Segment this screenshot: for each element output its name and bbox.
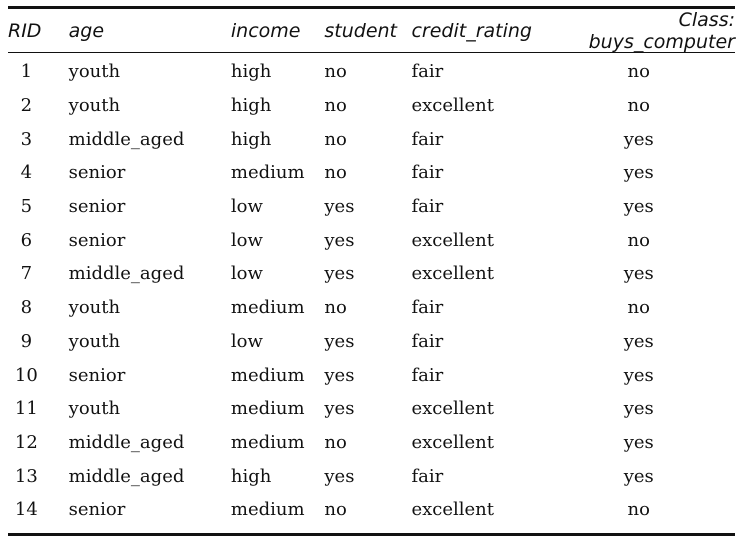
cell-age: middle_aged xyxy=(68,263,185,285)
cell-age: senior xyxy=(68,499,126,521)
table-body xyxy=(8,53,735,533)
cell-student: yes xyxy=(324,196,355,218)
header-age: age xyxy=(68,19,105,42)
cell-income: medium xyxy=(230,398,305,420)
cell-student: yes xyxy=(324,229,355,251)
cell-student: no xyxy=(324,499,347,521)
cell-age: youth xyxy=(68,398,121,420)
cell-rid: 13 xyxy=(14,465,38,487)
cell-age: youth xyxy=(68,95,121,117)
cell-student: no xyxy=(324,95,347,117)
cell-student: no xyxy=(324,128,347,150)
header-income: income xyxy=(230,19,301,42)
cell-student: yes xyxy=(324,465,355,487)
cell-age: senior xyxy=(68,229,126,251)
table-row xyxy=(8,325,735,359)
cell-age: youth xyxy=(68,61,121,83)
cell-income: low xyxy=(230,196,263,218)
table-row xyxy=(8,291,735,325)
cell-income: high xyxy=(230,61,272,83)
cell-rid: 12 xyxy=(14,431,38,453)
cell-rid: 7 xyxy=(20,263,33,285)
cell-student: yes xyxy=(324,330,355,352)
table-row xyxy=(8,122,735,156)
table-row xyxy=(8,55,735,89)
cell-income: high xyxy=(230,128,272,150)
cell-age: senior xyxy=(68,364,126,386)
cell-class: no xyxy=(627,229,650,251)
cell-class: no xyxy=(627,95,650,117)
cell-rid: 8 xyxy=(20,297,33,319)
cell-class: no xyxy=(627,297,650,319)
cell-age: middle_aged xyxy=(68,128,185,150)
header-class: Class: buys_computer xyxy=(588,8,735,53)
cell-income: high xyxy=(230,465,272,487)
table-row xyxy=(8,493,735,527)
cell-student: yes xyxy=(324,364,355,386)
cell-rid: 6 xyxy=(20,229,33,251)
header-rid: RID xyxy=(8,19,42,42)
cell-credit-rating: excellent xyxy=(411,95,494,117)
cell-rid: 5 xyxy=(20,196,33,218)
cell-rid: 14 xyxy=(14,499,38,521)
cell-rid: 11 xyxy=(14,398,38,420)
cell-credit-rating: fair xyxy=(411,297,444,319)
cell-credit-rating: excellent xyxy=(411,263,494,285)
cell-credit-rating: excellent xyxy=(411,499,494,521)
cell-income: medium xyxy=(230,162,305,184)
cell-credit-rating: fair xyxy=(411,330,444,352)
table-row xyxy=(8,190,735,224)
cell-class: no xyxy=(627,61,650,83)
cell-age: senior xyxy=(68,196,126,218)
cell-student: no xyxy=(324,61,347,83)
cell-age: youth xyxy=(68,330,121,352)
cell-class: yes xyxy=(623,465,654,487)
table-row xyxy=(8,89,735,123)
data-table xyxy=(8,6,735,536)
cell-income: medium xyxy=(230,364,305,386)
header-student: student xyxy=(324,19,398,42)
cell-rid: 10 xyxy=(14,364,38,386)
cell-class: yes xyxy=(623,398,654,420)
cell-credit-rating: fair xyxy=(411,128,444,150)
cell-age: senior xyxy=(68,162,126,184)
cell-student: yes xyxy=(324,263,355,285)
cell-rid: 4 xyxy=(20,162,33,184)
cell-credit-rating: excellent xyxy=(411,431,494,453)
table-row xyxy=(8,392,735,426)
table-row xyxy=(8,223,735,257)
cell-class: yes xyxy=(623,196,654,218)
cell-credit-rating: excellent xyxy=(411,229,494,251)
cell-student: no xyxy=(324,162,347,184)
cell-credit-rating: fair xyxy=(411,465,444,487)
cell-rid: 1 xyxy=(20,61,33,83)
cell-income: medium xyxy=(230,297,305,319)
cell-age: middle_aged xyxy=(68,431,185,453)
table-row xyxy=(8,257,735,291)
cell-credit-rating: fair xyxy=(411,61,444,83)
cell-income: low xyxy=(230,263,263,285)
cell-income: low xyxy=(230,229,263,251)
table-row xyxy=(8,426,735,460)
cell-student: no xyxy=(324,297,347,319)
cell-rid: 9 xyxy=(20,330,33,352)
cell-class: yes xyxy=(623,263,654,285)
cell-class: yes xyxy=(623,162,654,184)
cell-credit-rating: excellent xyxy=(411,398,494,420)
cell-class: yes xyxy=(623,128,654,150)
cell-class: no xyxy=(627,499,650,521)
cell-student: no xyxy=(324,431,347,453)
cell-student: yes xyxy=(324,398,355,420)
cell-income: medium xyxy=(230,431,305,453)
cell-credit-rating: fair xyxy=(411,364,444,386)
cell-credit-rating: fair xyxy=(411,196,444,218)
header-credit-rating: credit_rating xyxy=(411,19,532,42)
cell-age: youth xyxy=(68,297,121,319)
cell-rid: 3 xyxy=(20,128,33,150)
cell-class: yes xyxy=(623,330,654,352)
table-row xyxy=(8,358,735,392)
cell-class: yes xyxy=(623,431,654,453)
table-header xyxy=(8,9,735,52)
bottom-rule xyxy=(8,533,735,536)
cell-class: yes xyxy=(623,364,654,386)
table-row xyxy=(8,156,735,190)
cell-income: low xyxy=(230,330,263,352)
cell-rid: 2 xyxy=(20,95,33,117)
cell-income: medium xyxy=(230,499,305,521)
cell-credit-rating: fair xyxy=(411,162,444,184)
table-row xyxy=(8,459,735,493)
cell-income: high xyxy=(230,95,272,117)
cell-age: middle_aged xyxy=(68,465,185,487)
